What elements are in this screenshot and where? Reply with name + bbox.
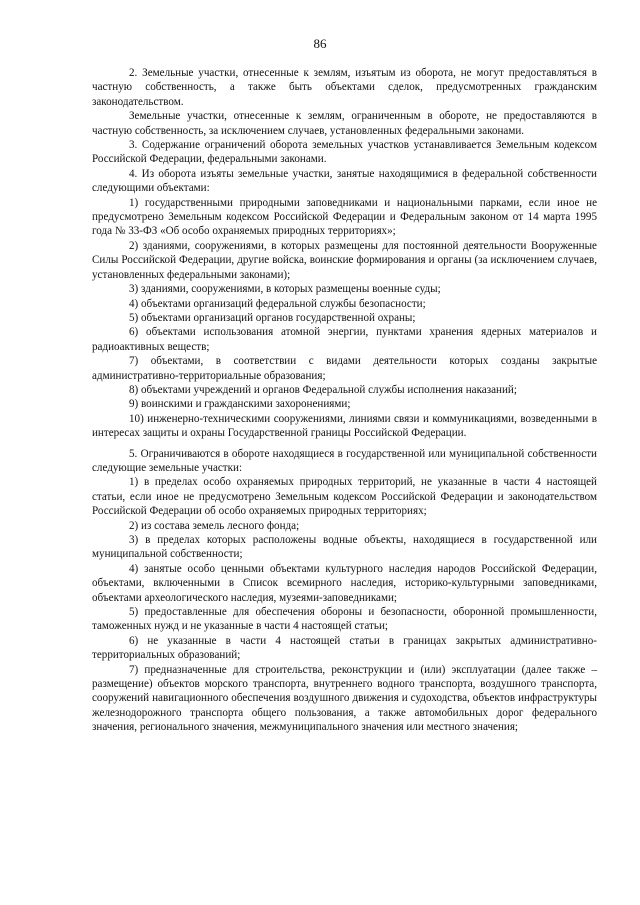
list-item-5-1: 1) в пределах особо охраняемых природных территорий, не указанные в части 4 настоящей статьи, если иное не предусмотрено Земельным кодексом Российской Федерации и законодательством Российской Федерации об особо охраняемых природных территориях; [92,476,597,518]
list-item-4-2: 2) зданиями, сооружениями, в которых размещены для постоянной деятельности Вооруженные Силы Российской Федерации, другие войска, воинские формирования и органы (за исключением случаев, установленных федеральными законами); [92,239,597,281]
page-number: 86 [313,36,327,51]
list-item-4-9: 9) воинскими и гражданскими захоронениями; [129,398,351,411]
paragraph-5: 5. Ограничиваются в обороте находящиеся в государственной или муниципальной собственности следующие земельные участки: [92,447,597,474]
list-item-5-7: 7) предназначенные для строительства, реконструкции и (или) эксплуатации (далее также – размещение) объектов морского транспорта, внутреннего водного транспорта, воздушного транспорта, сооружений навигационного обеспечения воздушного движения и судоходства, объектов инфраструктуры железнодорожного транспорта общего пользования, а также автомобильных дорог федерального значения, регионального значения, межмуниципального значения или местного значения; [92,663,597,734]
list-item-5-2: 2) из состава земель лесного фонда; [129,519,300,532]
paragraph-2-continued: Земельные участки, отнесенные к землям, ограниченным в обороте, не предоставляются в частную собственность, за исключением случаев, установленных федеральными законами. [92,110,597,137]
list-item-5-4: 4) занятые особо ценными объектами культурного наследия народов Российской Федерации, объектами, включенными в Список всемирного наследия, историко-культурными заповедниками, объектами археологического наследия, музеями-заповедниками; [92,562,597,604]
list-item-4-7: 7) объектами, в соответствии с видами деятельности которых созданы закрытые административно-территориальные образования; [92,355,597,382]
list-item-5-6: 6) не указанные в части 4 настоящей статьи в границах закрытых административно-территориальных образований; [92,634,597,662]
list-item-4-6: 6) объектами использования атомной энергии, пунктами хранения ядерных материалов и радиоактивных веществ; [92,326,597,353]
paragraph-2: 2. Земельные участки, отнесенные к землям, изъятым из оборота, не могут предоставляться в частную собственность, а также быть объектами сделок, предусмотренных гражданским законодательством. [92,67,597,108]
list-item-5-5: 5) предоставленные для обеспечения обороны и безопасности, оборонной промышленности, таможенных нужд и не указанные в части 4 настоящей статьи; [92,606,597,633]
list-item-4-1: 1) государственными природными заповедниками и национальными парками, если иное не предусмотрено Земельным кодексом Российской Федерации и Федеральным законом от 14 марта 1995 года № 33-ФЗ «Об особо охраняемых природных территориях»; [92,196,597,238]
list-item-4-3: 3) зданиями, сооружениями, в которых размещены военные суды; [129,283,441,296]
paragraph-4: 4. Из оборота изъяты земельные участки, занятые находящимися в федеральной собственности следующими объектами: [92,167,597,195]
list-item-4-4: 4) объектами организаций федеральной службы безопасности; [129,297,426,310]
document-body [92,66,597,735]
list-item-4-8: 8) объектами учреждений и органов Федеральной службы исполнения наказаний; [129,383,517,396]
list-item-4-10: 10) инженерно-техническими сооружениями, линиями связи и коммуникациями, возведенными в интересах защиты и охраны Государственной границы Российской Федерации. [92,412,597,440]
list-item-5-3: 3) в пределах которых расположены водные объекты, находящиеся в государственной или муниципальной собственности; [92,534,597,561]
paragraph-3: 3. Содержание ограничений оборота земельных участков устанавливается Земельным кодексом Российской Федерации, федеральными законами. [92,139,597,166]
list-item-4-5: 5) объектами организаций органов государственной охраны; [129,311,416,324]
